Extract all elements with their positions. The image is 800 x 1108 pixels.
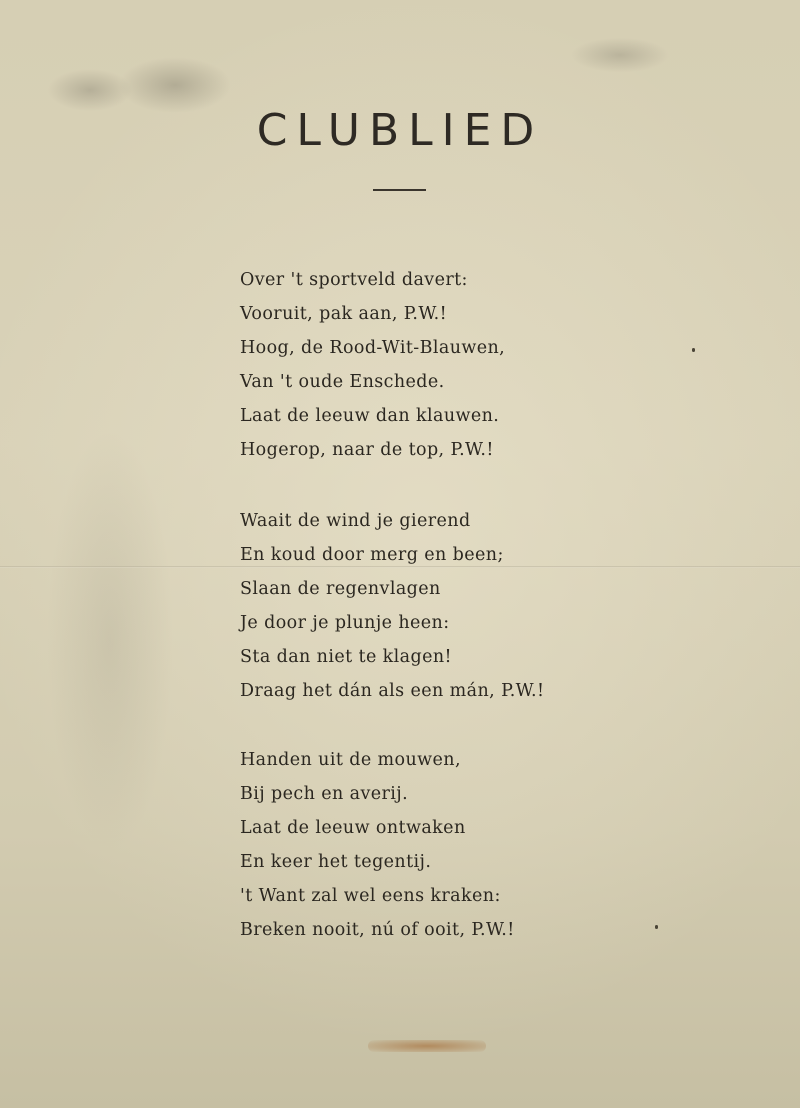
- lyric-line: Je door je plunje heen:: [240, 613, 450, 633]
- lyric-line: En keer het tegentij.: [240, 852, 432, 872]
- lyric-line: Laat de leeuw ontwaken: [240, 818, 466, 838]
- lyric-line: 't Want zal wel eens kraken:: [240, 886, 501, 906]
- lyric-line: Over 't sportveld davert:: [240, 270, 468, 290]
- lyric-line: Laat de leeuw dan klauwen.: [240, 406, 500, 426]
- ink-speck: [692, 348, 695, 352]
- lyric-line: Sta dan niet te klagen!: [240, 647, 452, 667]
- lyric-line: Handen uit de mouwen,: [240, 750, 461, 770]
- lyric-line: Hoog, de Rood-Wit-Blauwen,: [240, 338, 506, 358]
- lyric-line: Waait de wind je gierend: [240, 511, 471, 531]
- lyric-line: Breken nooit, nú of ooit, P.W.!: [240, 920, 515, 940]
- stanza-1: [240, 263, 680, 467]
- lyric-line: Slaan de regenvlagen: [240, 579, 441, 599]
- lyric-line: Vooruit, pak aan, P.W.!: [240, 304, 448, 324]
- lyric-line: Bij pech en averij.: [240, 784, 409, 804]
- stanza-2: [240, 504, 680, 708]
- lyric-line: Van 't oude Enschede.: [240, 372, 445, 392]
- lyric-line: Draag het dán als een mán, P.W.!: [240, 681, 545, 701]
- page-title: CLUBLIED: [256, 105, 544, 156]
- paper-stain: [368, 1040, 486, 1052]
- lyric-line: Hogerop, naar de top, P.W.!: [240, 440, 494, 460]
- title-divider: [373, 189, 426, 191]
- stanza-3: [240, 743, 680, 947]
- lyric-line: En koud door merg en been;: [240, 545, 504, 565]
